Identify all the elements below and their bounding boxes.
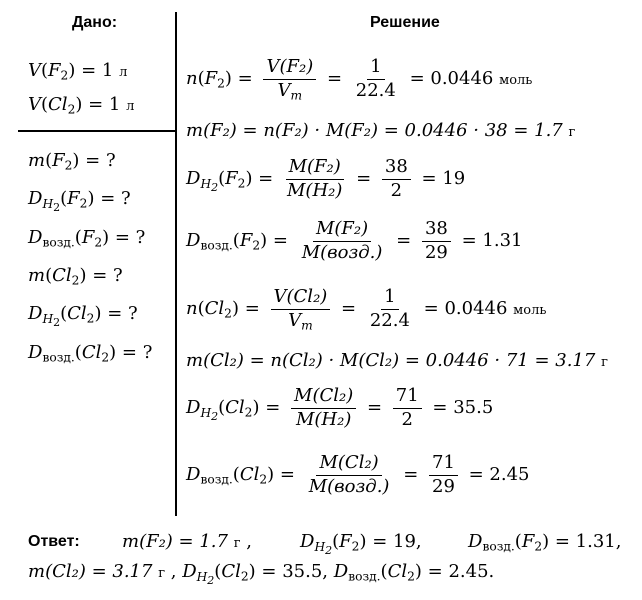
solution-header: Решение [370,14,440,31]
unknown-mass-f2: $m(F_2)$ = ? [28,150,116,173]
solution-mass-f2: m(F₂) = n(F₂) · M(F₂) = 0.0446 · 38 = 1.7 г [186,120,576,141]
solution-density-h2-f2: $D_{H_2}(F_2)$ = $\frac{\text{M(F₂)}}{\text{M(H₂)}}$ = $\frac{38}{2}$ = 19 [186,156,466,201]
horizontal-divider [18,130,176,132]
given-volume-f2: $V(F_2) = 1$ л [28,60,128,83]
solution-amount-cl2: $n(Cl_2)$ = $\frac{\text{V(Cl₂)}}{V_m}$ = $\frac{1}{22.4}$ = 0.0446 моль [186,286,547,333]
solution-density-h2-cl2: $D_{H_2}(Cl_2)$ = $\frac{\text{M(Cl₂)}}{\text{M(H₂)}}$ = $\frac{71}{2}$ = 35.5 [186,385,494,430]
vertical-divider [175,12,177,516]
solution-density-air-f2: $D_{возд.}(F_2)$ = $\frac{\text{M(F₂)}}{\text{M(возд.)}}$ = $\frac{38}{29}$ = 1.31 [186,218,523,263]
given-header: Дано: [72,14,118,31]
unknown-density-air-cl2: $D_{возд.}(Cl_2)$ = ? [28,342,153,365]
unknown-density-h2-f2: $D_{H_2}(F_2)$ = ? [28,188,131,214]
unknown-density-air-f2: $D_{возд.}(F_2)$ = ? [28,227,146,250]
answer-mass-f2: m(F₂) = 1.7 г , [122,531,252,552]
unknown-density-h2-cl2: $D_{H_2}(Cl_2)$ = ? [28,303,138,329]
answer-density-air-f2: $D_{возд.}(F_2) = 1.31$, [468,531,622,554]
answer-density-h2-f2: $D_{H_2}(F_2) = 19$, [300,531,422,557]
given-volume-cl2: $V(Cl_2) = 1$ л [28,94,135,117]
solution-density-air-cl2: $D_{возд.}(Cl_2)$ = $\frac{\text{M(Cl₂)}}{\text{M(возд.)}}$ = $\frac{71}{29}$ = 2.45 [186,452,530,497]
solution-amount-f2: $n(F_2)$ = $\frac{\text{V(F₂)}}{V_m}$ = $\frac{1}{22.4}$ = 0.0446 моль [186,56,533,103]
solution-mass-cl2: m(Cl₂) = n(Cl₂) · M(Cl₂) = 0.0446 · 71 = 3.17 г [186,350,608,371]
answer-label: Ответ: [28,533,80,550]
unknown-mass-cl2: $m(Cl_2)$ = ? [28,265,123,288]
answer-line-cl2: m(Cl₂) = 3.17 г , $D_{H_2}(Cl_2) = 35.5$, $D_{возд.}(Cl_2) = 2.45$. [28,561,495,587]
